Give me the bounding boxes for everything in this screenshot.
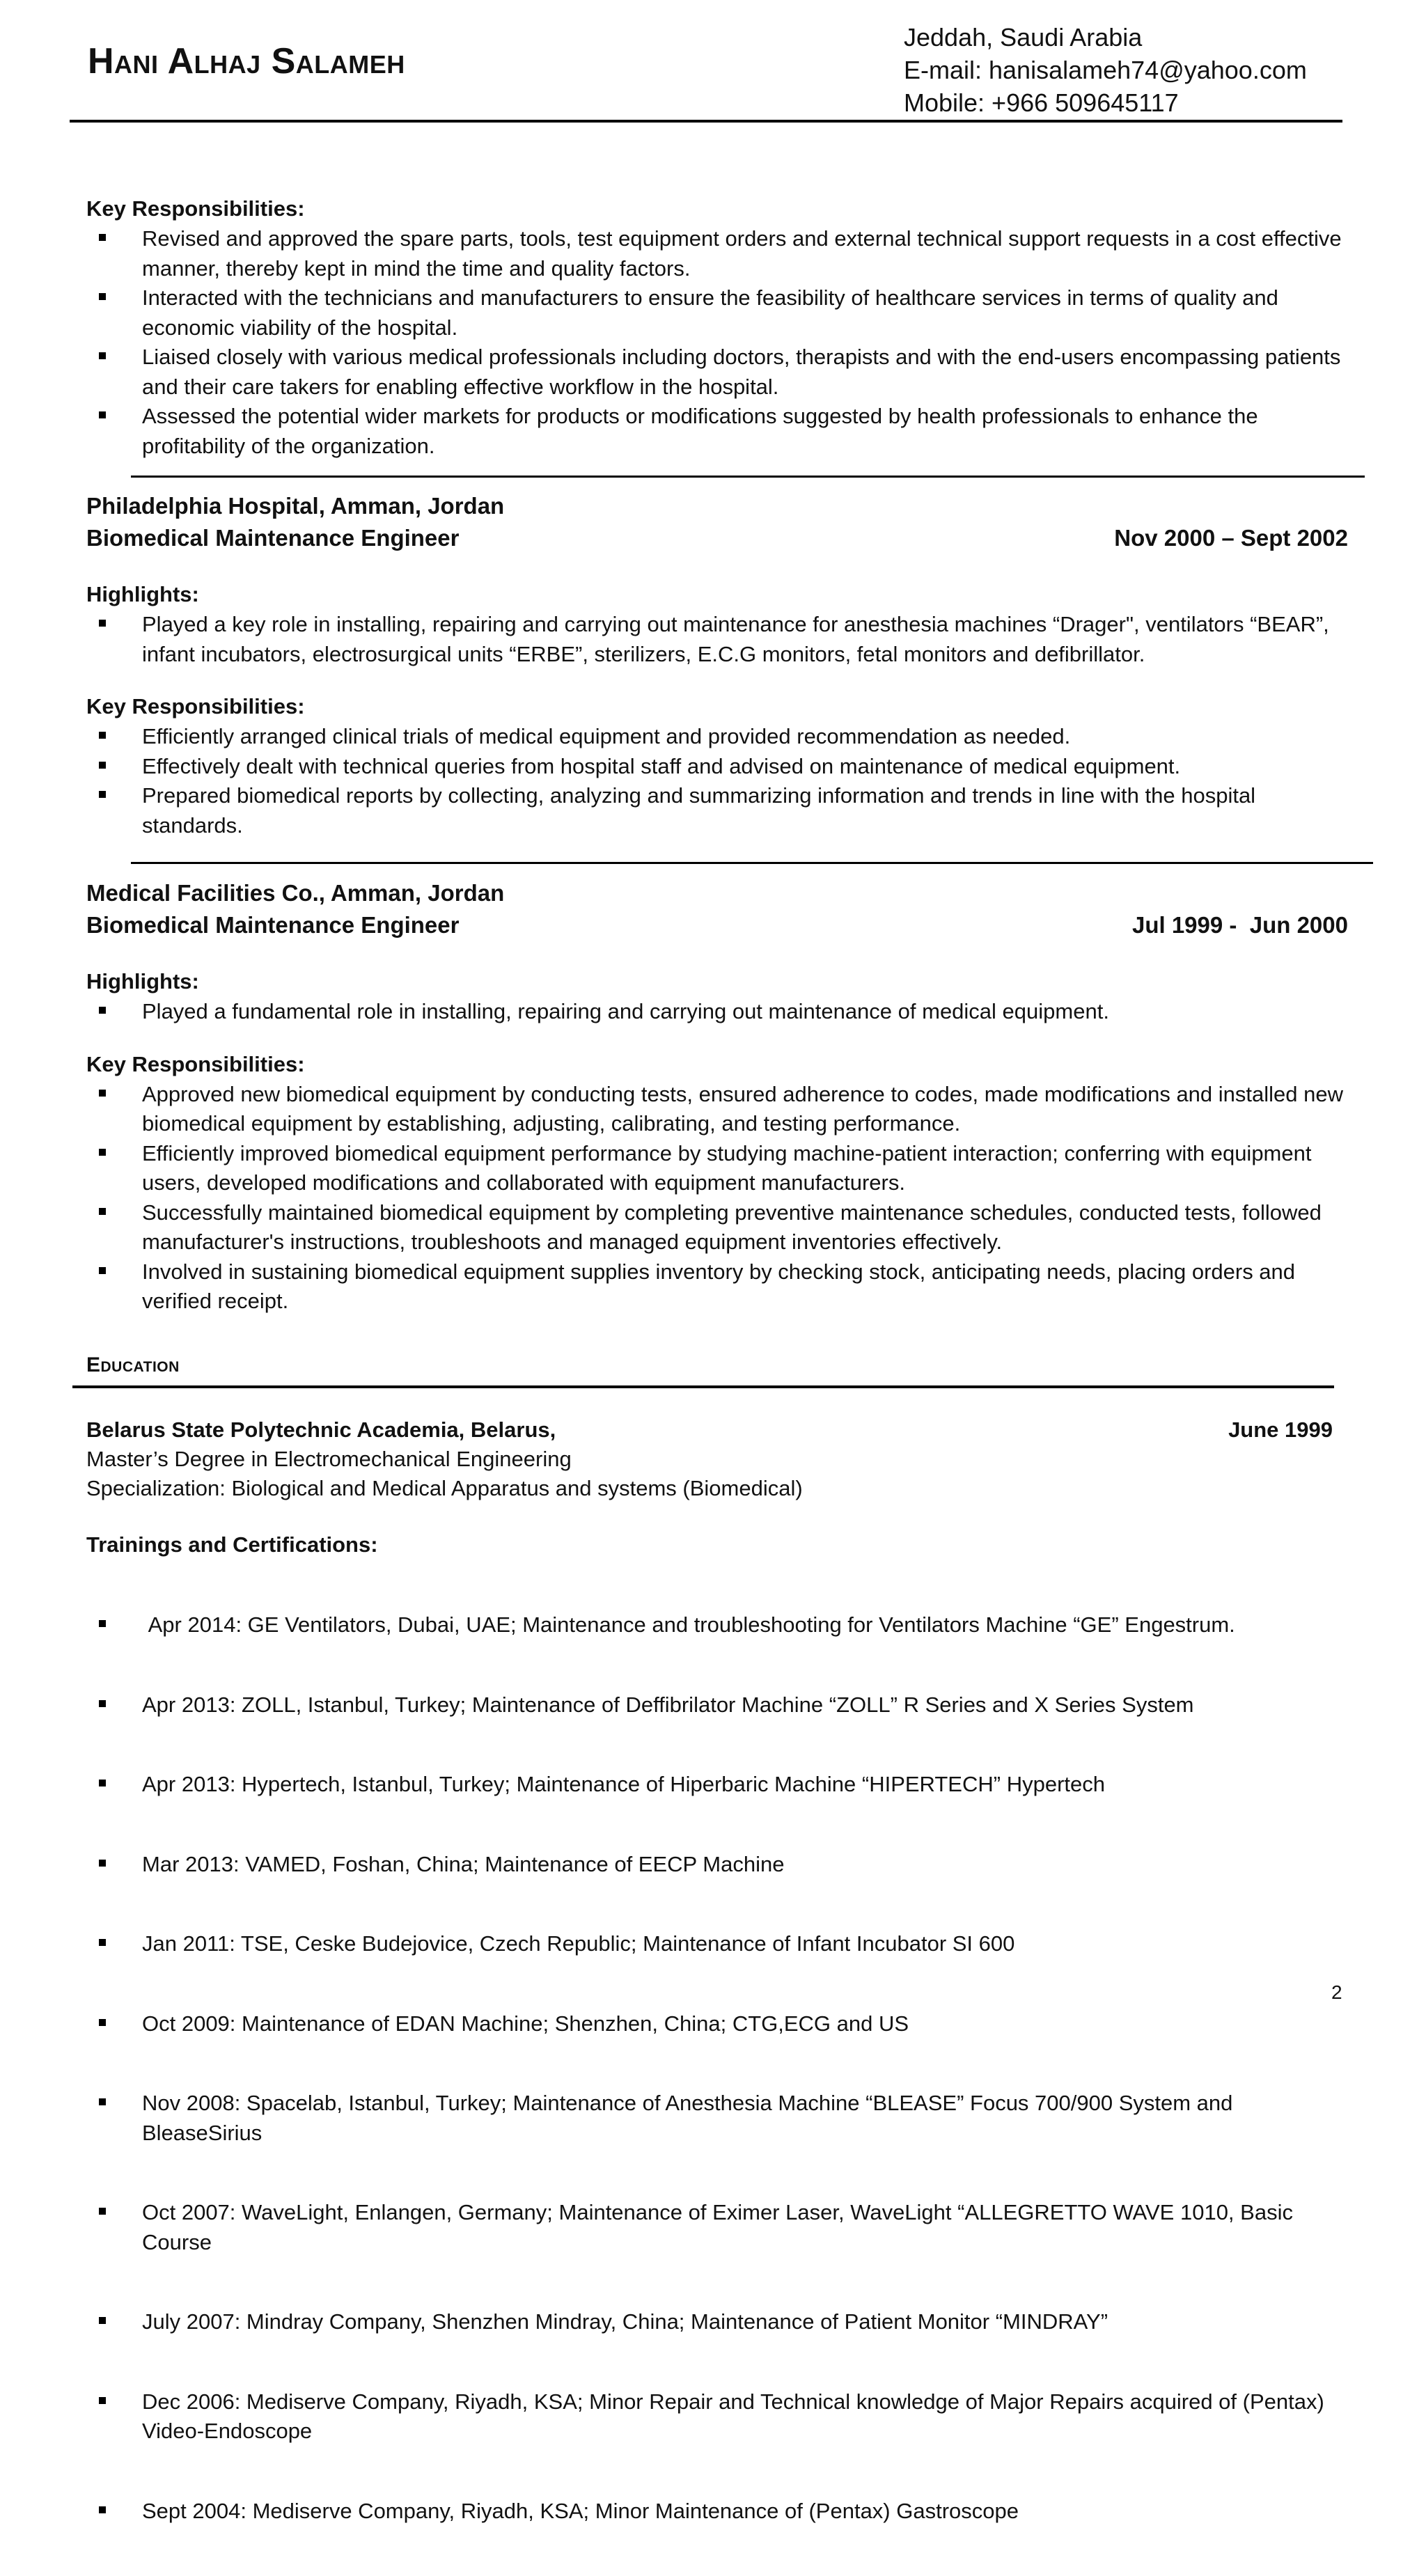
mobile-text: Mobile: +966 509645117 [904, 88, 1179, 117]
job-company: Philadelphia Hospital, Amman, Jordan [86, 493, 505, 519]
highlights-heading: Highlights: [86, 582, 199, 606]
list-item: July 2007: Mindray Company, Shenzhen Mindray, China; Maintenance of Patient Monitor “MINDRAY” [86, 2307, 1333, 2337]
education-divider [72, 1385, 1334, 1388]
highlights-list [86, 997, 1348, 1027]
responsibilities-list [86, 224, 1361, 461]
responsibilities-list [86, 1080, 1348, 1317]
list-item: Played a key role in installing, repairing and carrying out maintenance for anesthesia machines “Drager", ventilators “BEAR”, infant incubators, electrosurgical units “ERBE”, sterilizers, E.C.G monitors, fetal monitors and defibrillator. [86, 610, 1348, 669]
list-item: Prepared biomedical reports by collecting, analyzing and summarizing information and trends in line with the hospital standards. [86, 781, 1348, 840]
list-item: Mar 2013: VAMED, Foshan, China; Maintenance of EECP Machine [86, 1850, 1333, 1880]
list-item: Oct 2009: Maintenance of EDAN Machine; Shenzhen, China; CTG,ECG and US [86, 2009, 1333, 2039]
list-item: Apr 2013: Hypertech, Istanbul, Turkey; Maintenance of Hiperbaric Machine “HIPERTECH” Hypertech [86, 1770, 1333, 1800]
graduation-date: June 1999 [1228, 1417, 1333, 1442]
responsibilities-heading: Key Responsibilities: [86, 1051, 305, 1076]
list-item: Involved in sustaining biomedical equipment supplies inventory by checking stock, anticipating needs, placing orders and verified receipt. [86, 1257, 1348, 1317]
header-divider [70, 120, 1342, 123]
list-item: Sept 2004: Mediserve Company, Riyadh, KSA; Minor Maintenance of (Pentax) Gastroscope [86, 2497, 1333, 2527]
trainings-heading: Trainings and Certifications: [86, 1532, 378, 1557]
job-title: Biomedical Maintenance Engineer [86, 912, 460, 938]
list-item: Efficiently improved biomedical equipment performance by studying machine-patient interaction; conferring with equipment users, developed modifications and collaborated with equipment manufacturers. [86, 1139, 1348, 1198]
job-title: Biomedical Maintenance Engineer [86, 525, 460, 551]
responsibilities-heading: Key Responsibilities: [86, 196, 305, 221]
education-section-title: Education [86, 1353, 180, 1376]
email-text[interactable]: E-mail: hanisalameh74@yahoo.com [904, 56, 1307, 84]
list-item: Nov 2008: Spacelab, Istanbul, Turkey; Maintenance of Anesthesia Machine “BLEASE” Focus 700/900 System and BleaseSirius [86, 2089, 1333, 2148]
contact-info [904, 21, 1307, 119]
job-title-row [86, 909, 1348, 941]
job-dates: Jul 1999 - Jun 2000 [1131, 912, 1348, 938]
list-item: Efficiently arranged clinical trials of medical equipment and provided recommendation as needed. [86, 722, 1348, 752]
list-item: Liaised closely with various medical professionals including doctors, therapists and with the end-users encompassing patients and their care takers for enabling effective workflow in the hospital. [86, 343, 1361, 402]
job-company: Medical Facilities Co., Amman, Jordan [86, 880, 505, 906]
specialization-text: Specialization: Biological and Medical Apparatus and systems (Biomedical) [86, 1476, 803, 1500]
section-divider [131, 476, 1365, 478]
list-item: Apr 2014: GE Ventilators, Dubai, UAE; Maintenance and troubleshooting for Ventilators Machine “GE” Engestrum. [86, 1610, 1333, 1640]
list-item: Dec 2006: Mediserve Company, Riyadh, KSA; Minor Repair and Technical knowledge of Major Repairs acquired of (Pentax) Video-Endoscope [86, 2387, 1333, 2447]
job-philadelphia-hospital [86, 490, 1348, 840]
highlights-heading: Highlights: [86, 969, 199, 994]
job-title-row [86, 522, 1348, 554]
list-item: Played a fundamental role in installing, repairing and carrying out maintenance of medical equipment. [86, 997, 1348, 1027]
list-item: Jan 2011: TSE, Ceske Budejovice, Czech Republic; Maintenance of Infant Incubator SI 600 [86, 1929, 1333, 1959]
trainings-list [86, 1560, 1333, 2576]
list-item: Approved new biomedical equipment by conducting tests, ensured adherence to codes, made modifications and installed new biomedical equipment by establishing, adjusting, calibrating, and testing performance. [86, 1080, 1348, 1139]
education-row [86, 1415, 1333, 1445]
highlights-list [86, 610, 1348, 669]
list-item: Assessed the potential wider markets for products or modifications suggested by health professionals to enhance the profitability of the organization. [86, 402, 1361, 461]
list-item: Effectively dealt with technical queries from hospital staff and advised on maintenance of medical equipment. [86, 752, 1348, 782]
list-item: Apr 2013: ZOLL, Istanbul, Turkey; Maintenance of Deffibrilator Machine “ZOLL” R Series and X Series System [86, 1690, 1333, 1720]
education-block [86, 1415, 1333, 2576]
degree-text: Master’s Degree in Electromechanical Engineering [86, 1447, 572, 1471]
list-item: Revised and approved the spare parts, tools, test equipment orders and external technical support requests in a cost effective manner, thereby kept in mind the time and quality factors. [86, 224, 1361, 283]
location-text: Jeddah, Saudi Arabia [904, 23, 1143, 52]
job-dates: Nov 2000 – Sept 2002 [1114, 525, 1348, 551]
job-medical-facilities [86, 877, 1348, 1317]
list-item: Interacted with the technicians and manufacturers to ensure the feasibility of healthcare services in terms of quality and economic viability of the hospital. [86, 283, 1361, 343]
candidate-name: Hani Alhaj Salameh [88, 41, 405, 81]
prev-job-responsibilities [86, 195, 1361, 461]
section-divider [131, 862, 1373, 864]
responsibilities-heading: Key Responsibilities: [86, 694, 305, 718]
responsibilities-list [86, 722, 1348, 840]
page-number: 2 [1331, 1981, 1342, 2003]
list-item: Successfully maintained biomedical equipment by completing preventive maintenance schedules, conducted tests, followed manufacturer's instructions, troubleshoots and managed equipment inventories effectively. [86, 1198, 1348, 1257]
list-item: Oct 2007: WaveLight, Enlangen, Germany; Maintenance of Eximer Laser, WaveLight “ALLEGRETTO WAVE 1010, Basic Course [86, 2198, 1333, 2257]
school-name: Belarus State Polytechnic Academia, Belarus, [86, 1417, 556, 1442]
